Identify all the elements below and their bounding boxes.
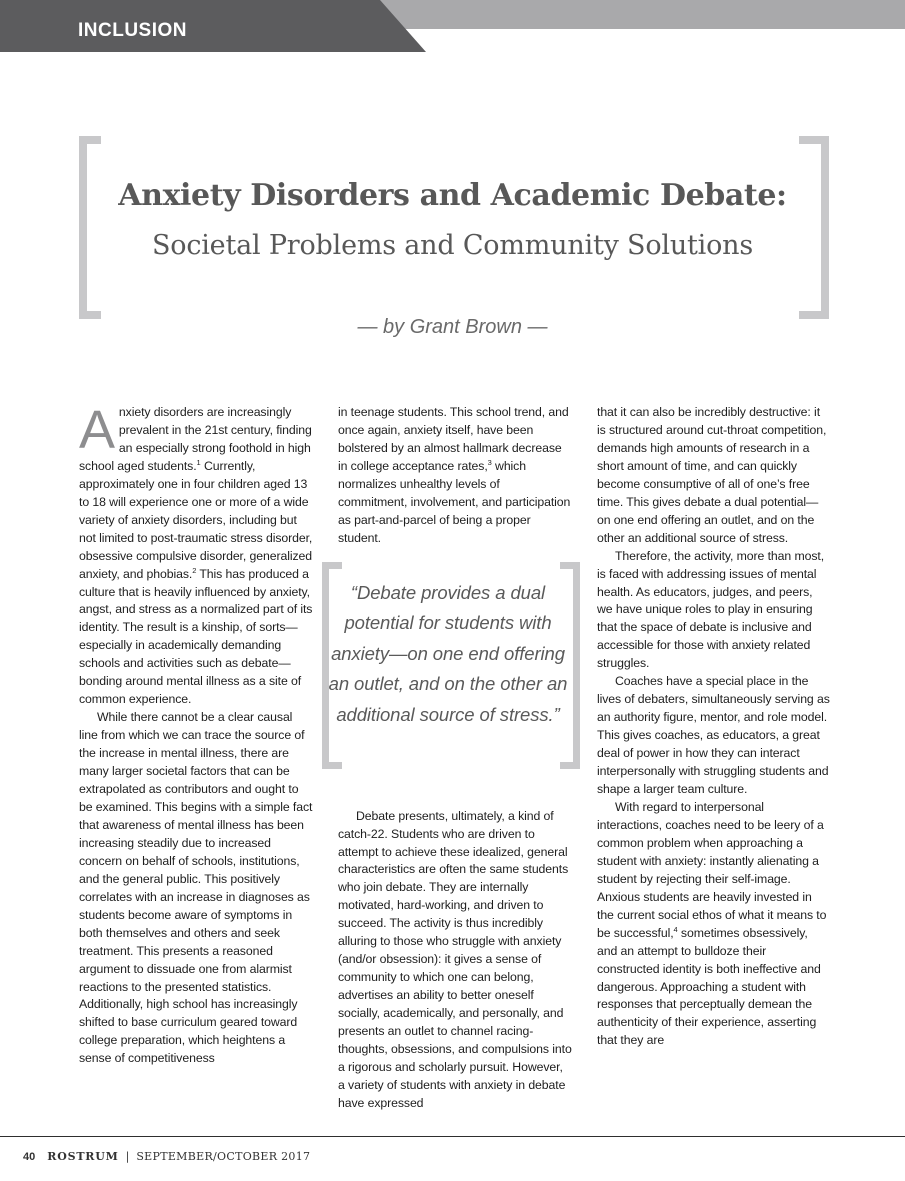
pull-quote [328, 548, 572, 782]
footnote-ref: 1 [196, 457, 201, 467]
text-run: in teenage students. This school trend, and once again, anxiety itself, have been bolstered by an almost hallmark decrease in college acceptance rates, [338, 405, 569, 473]
issue-date: SEPTEMBER/OCTOBER 2017 [136, 1150, 311, 1163]
magazine-name: ROSTRUM [47, 1150, 119, 1163]
body-column-3 [597, 404, 831, 1050]
article-title: Anxiety Disorders and Academic Debate: [118, 178, 787, 213]
text-run: This has produced a culture that is heavily influenced by anxiety, angst, and stress as a normalized part of its identity. The result is a kinship, of sorts—especially in academically demanding schools and activities such as debate—bonding around mental illness as a site of common experience. [79, 566, 313, 707]
section-tab [0, 0, 426, 52]
text-run: which normalizes unhealthy levels of commitment, involvement, and participation as part-and-parcel of being a proper student. [338, 458, 571, 545]
footnote-ref: 3 [487, 457, 492, 467]
text-run: nxiety disorders are increasingly prevalent in the 21st century, finding an especially strong foothold in high school aged students. [79, 405, 312, 473]
paragraph [597, 799, 831, 1050]
title-bracket-left [79, 136, 101, 319]
footnote-ref: 4 [673, 924, 678, 934]
text-run: sometimes obsessively, and an attempt to bulldoze their constructed identity is both ineffective and dangerous. Approaching a student with responses that perceptually demean the authenticity of their experience, asserting that they are [597, 925, 821, 1048]
footer-separator: | [125, 1150, 130, 1163]
pull-quote-text: “Debate provides a dual potential for students with anxiety—on one end offering an outlet, and on the other an additional source of stress.” [328, 581, 568, 725]
page-footer [23, 1150, 310, 1163]
paragraph [79, 400, 313, 709]
paragraph [338, 404, 572, 548]
drop-cap: A [79, 400, 115, 460]
body-column-1 [79, 400, 313, 1068]
paragraph: Coaches have a special place in the lives of debaters, simultaneously serving as an authority figure, mentor, and role model. This gives coaches, as educators, a great deal of power in how they can interact interpersonally with struggling students and shape a larger team culture. [597, 674, 830, 797]
footnote-ref: 2 [192, 565, 197, 575]
body-column-2 [328, 404, 572, 1113]
title-bracket-right [799, 136, 829, 319]
text-run: With regard to interpersonal interactions, coaches need to be leery of a common problem when approaching a student with anxiety: instantly alienating a student by rejecting their self-image. Anxious students are heavily invested in the current social ethos of what it means to be successful, [597, 799, 827, 940]
footer-rule [0, 1136, 905, 1137]
page-number: 40 [23, 1151, 36, 1163]
text-run: Currently, approximately one in four children aged 13 to 18 will experience one or more of a wide variety of anxiety disorders, including but not limited to post-traumatic stress disorder, obsessive compulsive disorder, generalized anxiety, and phobias. [79, 458, 313, 581]
paragraph: that it can also be incredibly destructive: it is structured around cut-throat competition, demands high amounts of research in a short amount of time, and can quickly become consumptive of all of one’s free time. This gives debate a dual potential—on one end offering an outlet, and on the other an additional source of stress. [597, 405, 827, 545]
paragraph: Therefore, the activity, more than most, is faced with addressing issues of mental health. As educators, judges, and peers, we have unique roles to play in ensuring that the space of debate is inclusive and accessible for those with anxiety related struggles. [597, 548, 825, 671]
paragraph: Debate presents, ultimately, a kind of catch-22. Students who are driven to attempt to achieve these idealized, general characteristics are often the same students who join debate. They are internally motivated, hard-working, and driven to succeed. The activity is thus incredibly alluring to those who struggle with anxiety (and/or obsession): it gives a sense of community to which one can belong, advertises an ability to better oneself socially, academically, and personally, and presents an outlet to channel racing-thoughts, obsessions, and compulsions into a rigorous and scholarly pursuit. However, a variety of students with anxiety in debate have expressed [338, 808, 572, 1110]
paragraph: While there cannot be a clear causal line from which we can trace the source of the increase in mental illness, there are many larger societal factors that can be extrapolated as contributors and ought to be examined. This begins with a simple fact that awareness of mental illness has been increasing steadily due to increased concern on behalf of schools, institutions, and the general public. This positively correlates with an increase in diagnoses as students become aware of symptoms in both themselves and others and seek treatment. This presents a reasoned argument to dissuade one from alarmist reactions to the presented statistics. Additionally, high school has increasingly shifted to base curriculum geared toward college preparation, which heightens a sense of competitiveness [79, 710, 313, 1066]
article-byline: — by Grant Brown — [357, 316, 548, 338]
section-label: INCLUSION [78, 20, 187, 41]
article-subtitle: Societal Problems and Community Solutions [151, 230, 754, 261]
